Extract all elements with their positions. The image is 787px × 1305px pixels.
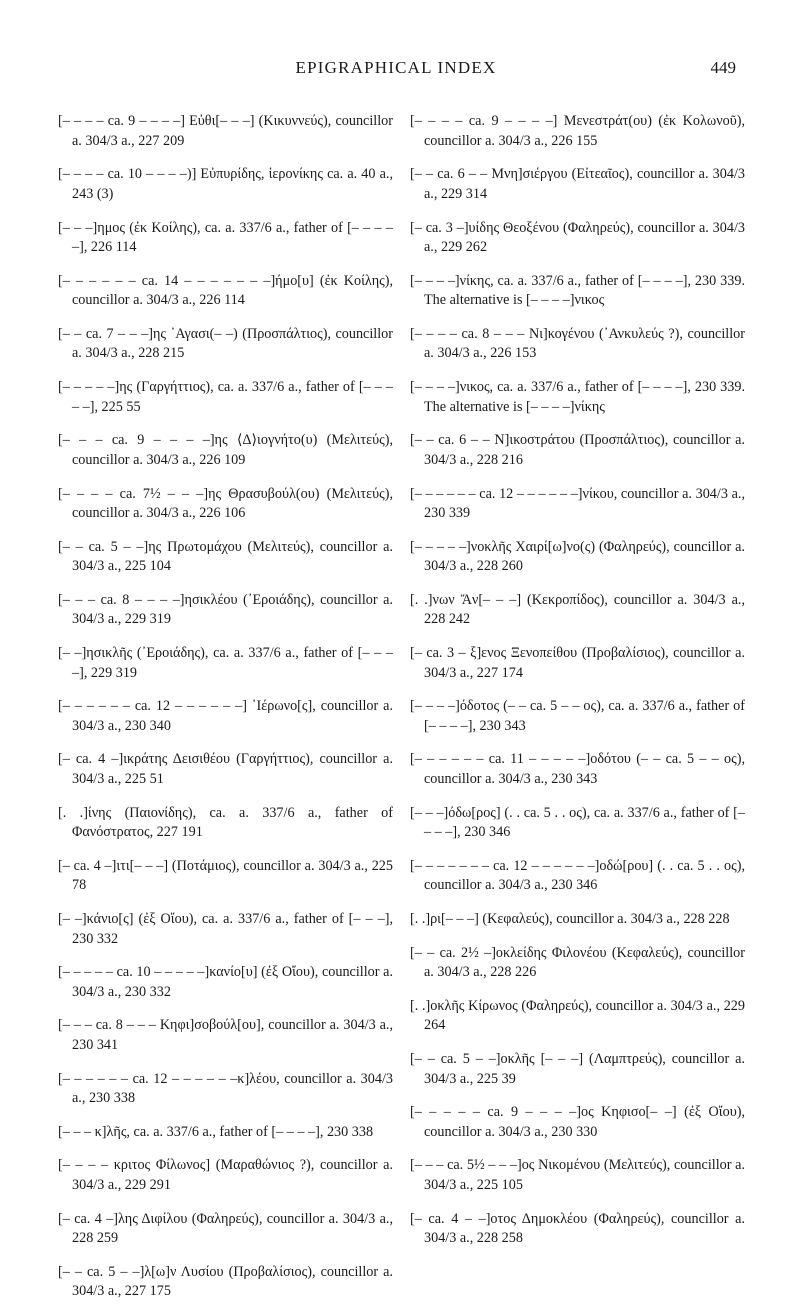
index-entry: [– – – – ca. 7½ – – –]ης Θρασυβούλ(ου) (Μελιτεύς), councillor a. 304/3 a., 226 106 [58,485,393,521]
index-entry: [– –]κάνιο[ς] (ἐξ Οἴου), ca. a. 337/6 a., father of [– – –], 230 332 [58,911,393,947]
index-entry: [– – – ca. 9 – – – –]ης ⟨Δ⟩ιογνήτο(υ) (Μελιτεύς), councillor a. 304/3 a., 226 109 [58,432,393,468]
index-entry: [– – – – ca. 9 – – – –] Εὐθι[– – –] (Κικυννεύς), councillor a. 304/3 a., 227 209 [58,113,393,149]
index-entry: [– – ca. 5 – –]οκλῆς [– – –] (Λαμπτρεύς), councillor a. 304/3 a., 225 39 [410,1051,745,1087]
index-entry: [– ca. 4 –]λης Διφίλου (Φαληρεύς), councillor a. 304/3 a., 228 259 [58,1210,393,1247]
page-title: EPIGRAPHICAL INDEX [295,58,497,77]
index-entry: [– ca. 4 –]ικράτης Δεισιθέου (Γαργήττιος), councillor a. 304/3 a., 225 51 [58,751,393,787]
index-entry: [– – ca. 7 – – –]ης ᾿Αγασι(– –) (Προσπάλτιος), councillor a. 304/3 a., 228 215 [58,325,393,362]
index-entry: [– – – – – – ca. 11 – – – – –]οδότου (– – ca. 5 – – ος), councillor a. 304/3 a., 230 343 [410,751,745,787]
index-entry: [– – – ca. 5½ – – –]ος Νικομένου (Μελιτεύς), councillor a. 304/3 a., 225 105 [410,1157,745,1193]
index-entry: [. .]ίνης (Παιονίδης), ca. a. 337/6 a., father of Φανόστρατος, 227 191 [58,804,393,841]
index-entry: [– – – – – ca. 10 – – – – –]κανίο[υ] (ἐξ Οἴου), councillor a. 304/3 a., 230 332 [58,964,393,1000]
index-entry: [– – – – ca. 10 – – – –)] Εὐπυρίδης, ἱερονίκης ca. a. 40 a., 243 (3) [58,166,393,202]
index-entry: [– – –]ημος (ἐκ Κοίλης), ca. a. 337/6 a., father of [– – – – –], 226 114 [58,219,393,256]
index-entry: [– – – – –]νοκλῆς Χαιρί[ω]νο(ς) (Φαληρεύς), councillor a. 304/3 a., 228 260 [410,538,745,575]
left-column [58,98,393,1305]
index-entry: [. .]οκλῆς Κίρωνος (Φαληρεύς), councillor a. 304/3 a., 229 264 [410,997,745,1034]
page-header [56,58,736,84]
index-entry: [– – – – –]ης (Γαργήττιος), ca. a. 337/6 a., father of [– – – – –], 225 55 [58,379,393,415]
index-entry: [– – – –]νίκης, ca. a. 337/6 a., father of [– – – –], 230 339. The alternative is [– – – –]νικος [410,272,745,309]
index-entry: [– – – – κριτος Φίλωνος] (Μαραθώνιος ?), councillor a. 304/3 a., 229 291 [58,1157,393,1193]
index-entry: [– – – – – – ca. 12 – – – – – –]νίκου, councillor a. 304/3 a., 230 339 [410,485,745,521]
index-entry: [– – ca. 6 – – N]ικοστράτου (Προσπάλτιος), councillor a. 304/3 a., 228 216 [410,432,745,468]
index-entry: [– – ca. 2½ –]οκλείδης Φιλονέου (Κεφαλεύς), councillor a. 304/3 a., 228 226 [410,944,745,981]
index-entry: [– ca. 3 –]υίδης Θεοξένου (Φαληρεύς), councillor a. 304/3 a., 229 262 [410,219,745,256]
index-entry: [– – – – – – ca. 12 – – – – – –] ῾Ιέρωνο[ς], councillor a. 304/3 a., 230 340 [58,698,393,734]
index-entry: [– – – κ]λῆς, ca. a. 337/6 a., father of [– – – –], 230 338 [58,1123,374,1140]
page-number: 449 [710,58,736,77]
index-entry: [– – – ca. 8 – – – –]ησικλέου (᾿Εροιάδης), councillor a. 304/3 a., 229 319 [58,591,393,628]
right-column [410,98,745,1252]
index-entry: [– – – ca. 8 – – – Κηφι]σοβούλ[ου], councillor a. 304/3 a., 230 341 [58,1017,393,1053]
index-entry: [– ca. 4 – –]οτος Δημοκλέου (Φαληρεύς), councillor a. 304/3 a., 228 258 [410,1210,745,1247]
index-entry: [. .]νων Ἄν[– – –] (Κεκροπίδος), councillor a. 304/3 a., 228 242 [410,591,745,628]
index-entry: [– – ca. 5 – –]λ[ω]ν Λυσίου (Προβαλίσιος), councillor a. 304/3 a., 227 175 [58,1263,393,1300]
index-entry: [– – – – ca. 9 – – – –] Μενεστράτ(ου) (ἐκ Κολωνοῦ), councillor a. 304/3 a., 226 155 [410,113,745,149]
index-entry: [– – – – – ca. 9 – – – –]ος Κηφισο[– –] (ἐξ Οἴου), councillor a. 304/3 a., 230 330 [410,1104,745,1140]
index-entry: [– –]ησικλῆς (᾿Εροιάδης), ca. a. 337/6 a., father of [– – – –], 229 319 [58,645,393,681]
index-entry: [– – – –]όδοτος (– – ca. 5 – – ος), ca. a. 337/6 a., father of [– – – –], 230 343 [410,698,745,734]
index-entry: [– – – – ca. 8 – – – Νι]κογένου (᾿Ανκυλεύς ?), councillor a. 304/3 a., 226 153 [410,325,745,362]
index-entry: [– – – – – – – ca. 12 – – – – – –]οδώ[ρου] (. . ca. 5 . . ος), councillor a. 304/3 a., 230 346 [410,857,745,894]
index-entry: [– – – – – – ca. 14 – – – – – – –]ήμο[υ] (ἐκ Κοίλης), councillor a. 304/3 a., 226 114 [58,272,393,309]
index-entry: [– – – –]νικος, ca. a. 337/6 a., father of [– – – –], 230 339. The alternative is [– – – –]νίκης [410,379,745,415]
index-entry: [– ca. 4 –]ιτι[– – –] (Ποτάμιος), councillor a. 304/3 a., 225 78 [58,857,393,894]
index-entry: [– ca. 3 – ξ]ενος Ξενοπείθου (Προβαλίσιος), councillor a. 304/3 a., 227 174 [410,645,745,681]
index-entry: [– – –]όδω[ρος] (. . ca. 5 . . ος), ca. a. 337/6 a., father of [– – – –], 230 346 [410,804,745,841]
index-entry: [. .]ρι[– – –] (Κεφαλεύς), councillor a. 304/3 a., 228 228 [410,911,730,927]
index-entry: [– – ca. 5 – –]ης Πρωτομάχου (Μελιτεύς), councillor a. 304/3 a., 225 104 [58,538,393,575]
index-entry: [– – – – – – ca. 12 – – – – – –κ]λέου, councillor a. 304/3 a., 230 338 [58,1070,393,1107]
index-entry: [– – ca. 6 – – Μνη]σιέργου (Εἰτεαῖος), councillor a. 304/3 a., 229 314 [410,166,745,202]
